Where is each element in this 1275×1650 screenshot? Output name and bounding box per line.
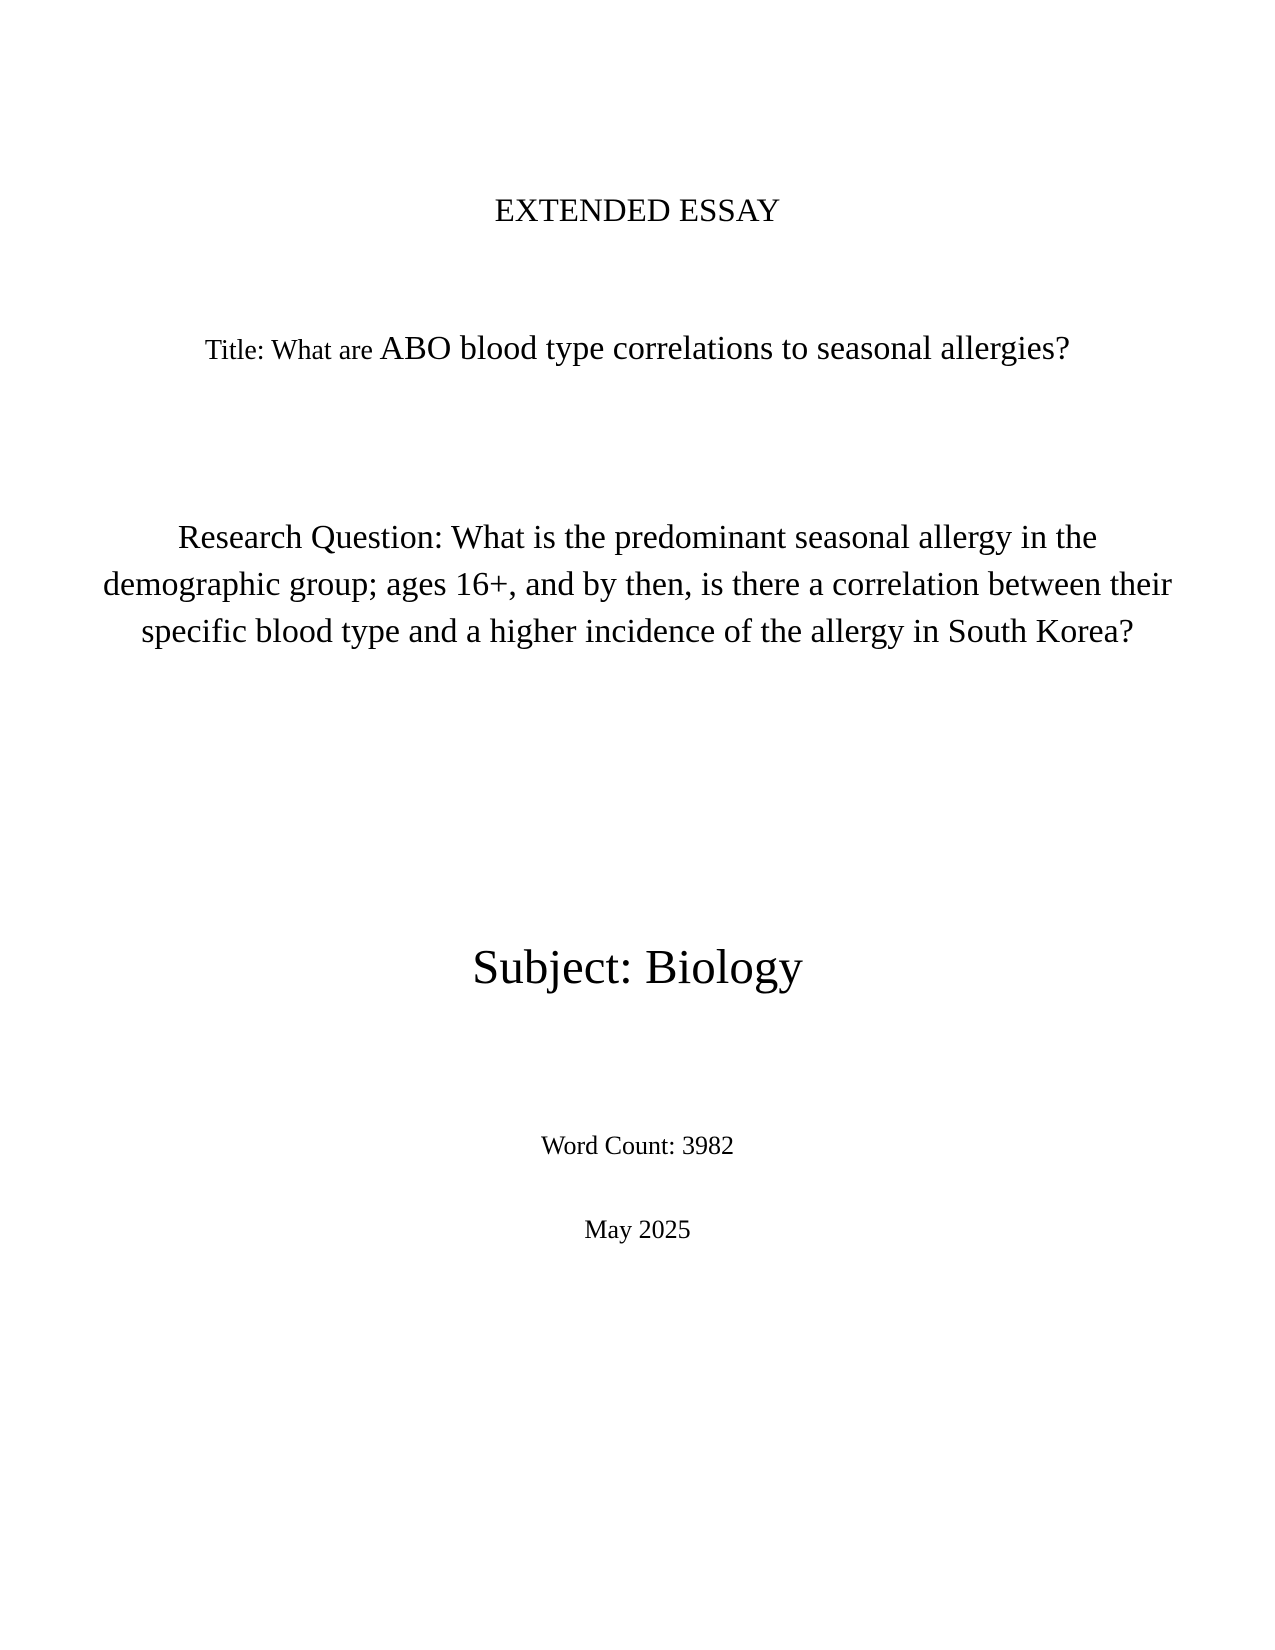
essay-title [0, 330, 1275, 368]
title-text: ABO blood type correlations to seasonal allergies? [379, 330, 1071, 367]
essay-heading: EXTENDED ESSAY [494, 193, 781, 229]
submission-date: May 2025 [584, 1215, 691, 1244]
research-question: Research Question: What is the predominant seasonal allergy in the demographic group; ages 16+, and by then, is there a correlation between their specific blood type and a higher incidence of the allergy in South Korea? [102, 519, 1173, 650]
subject: Subject: Biology [472, 939, 803, 994]
title-label: Title: What are [204, 335, 373, 366]
word-count: Word Count: 3982 [541, 1131, 734, 1160]
